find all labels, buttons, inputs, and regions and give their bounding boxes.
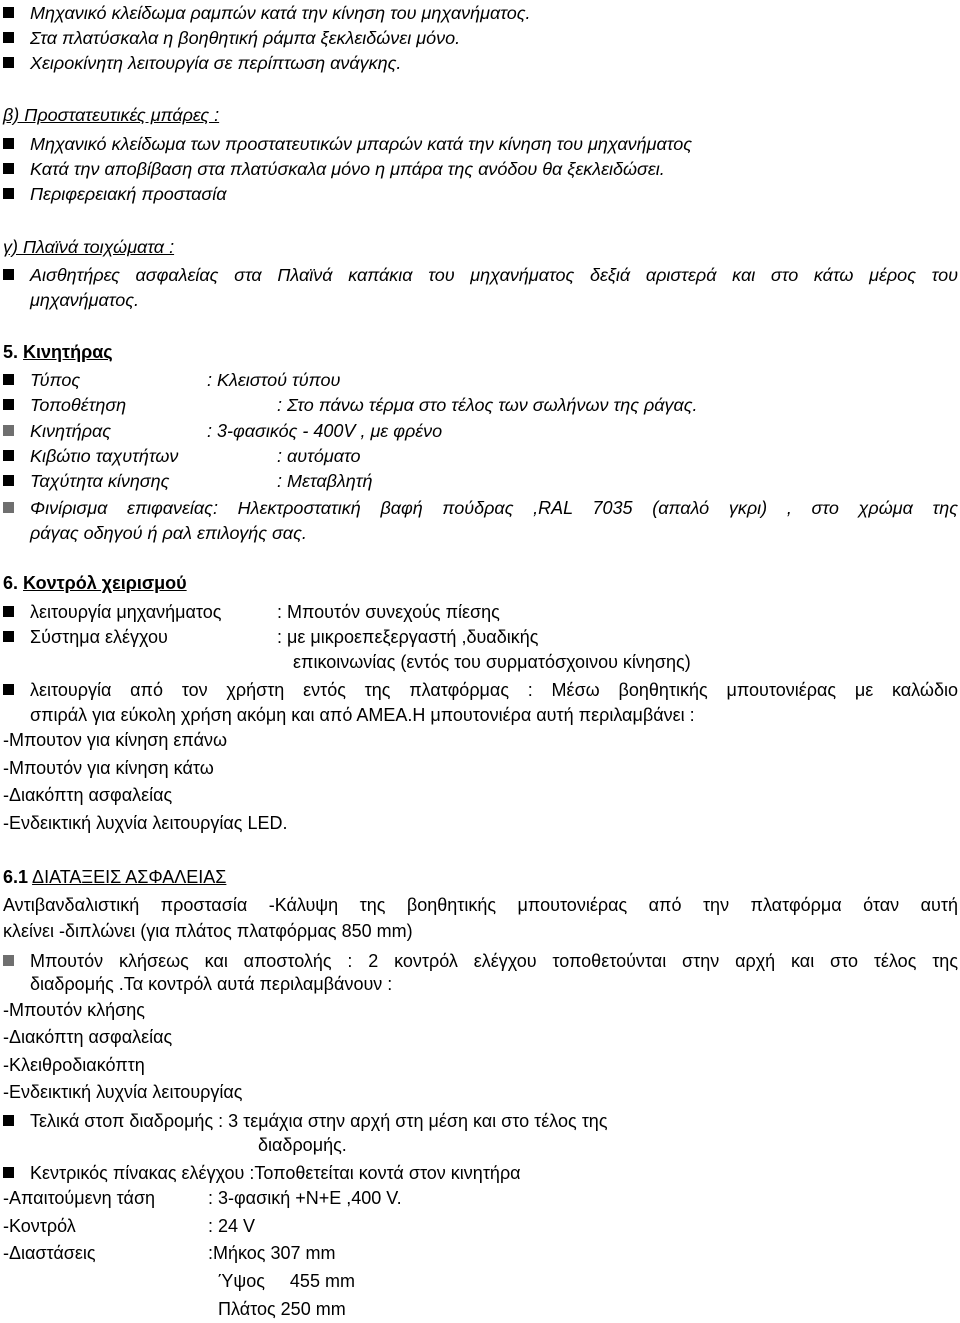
section-b-heading: β) Προστατευτικές μπάρες : bbox=[3, 105, 220, 125]
call-buttons-continuation: διαδρομής .Τα κοντρόλ αυτά περιλαμβάνουν : bbox=[30, 974, 393, 994]
square-bullet-icon bbox=[3, 269, 14, 280]
square-bullet-icon bbox=[3, 1115, 14, 1126]
user-operation-continuation: σπιράλ για εύκολη χρήση ακόμη και από ΑΜΕΑ.Η μπουτονιέρα αυτή περιλαμβάνει : bbox=[30, 705, 695, 725]
square-bullet-icon bbox=[3, 7, 14, 18]
list-item: -Ενδεικτική λυχνία λειτουργίας bbox=[3, 1082, 243, 1102]
square-bullet-icon bbox=[3, 425, 14, 436]
square-bullet-icon bbox=[3, 606, 14, 617]
square-bullet-icon bbox=[3, 32, 14, 43]
control-row-continuation: επικοινωνίας (εντός του συρματόσχοινου κίνησης) bbox=[293, 652, 691, 672]
spec-line: -Κοντρόλ : 24 V bbox=[3, 1216, 256, 1236]
square-bullet-icon bbox=[3, 374, 14, 385]
square-bullet-icon bbox=[3, 1167, 14, 1178]
square-bullet-icon bbox=[3, 450, 14, 461]
finish-continuation: ράγας οδηγού ή ραλ επιλογής σας. bbox=[30, 523, 307, 543]
list-item: -Μπουτον για κίνηση επάνω bbox=[3, 730, 228, 750]
list-item: -Διακόπτη ασφαλείας bbox=[3, 785, 173, 805]
square-bullet-icon bbox=[3, 163, 14, 174]
bullet-continuation: μηχανήματος. bbox=[30, 290, 140, 310]
section-5-heading: 5. Κινητήρας bbox=[3, 342, 113, 362]
section-c-heading: γ) Πλαϊνά τοιχώματα : bbox=[3, 237, 175, 257]
list-item: -Μπουτόν για κίνηση κάτω bbox=[3, 758, 214, 778]
spec-line: -Απαιτούμενη τάση : 3-φασική +N+E ,400 V. bbox=[3, 1188, 402, 1208]
dimension-line: Πλάτος 250 mm bbox=[218, 1299, 346, 1319]
dimension-line: Ύψος 455 mm bbox=[218, 1271, 355, 1291]
list-item: -Μπουτόν κλήσης bbox=[3, 1000, 145, 1020]
square-bullet-icon bbox=[3, 138, 14, 149]
square-bullet-icon bbox=[3, 57, 14, 68]
square-bullet-icon bbox=[3, 399, 14, 410]
square-bullet-icon bbox=[3, 684, 14, 695]
square-bullet-icon bbox=[3, 475, 14, 486]
list-item: -Ενδεικτική λυχνία λειτουργίας LED. bbox=[3, 813, 288, 833]
list-item: -Διακόπτη ασφαλείας bbox=[3, 1027, 173, 1047]
square-bullet-icon bbox=[3, 631, 14, 642]
spec-line: -Διαστάσεις :Μήκος 307 mm bbox=[3, 1243, 336, 1263]
intro-continuation: κλείνει -διπλώνει (για πλάτος πλατφόρμας 850 mm) bbox=[3, 921, 413, 941]
square-bullet-icon bbox=[3, 955, 14, 966]
square-bullet-icon bbox=[3, 188, 14, 199]
square-bullet-icon bbox=[3, 502, 14, 513]
list-item: -Κλειθροδιακόπτη bbox=[3, 1055, 145, 1075]
section-6-heading: 6. Κοντρόλ χειρισμού bbox=[3, 573, 187, 593]
stop-continuation: διαδρομής. bbox=[258, 1135, 347, 1155]
section-61-heading: 6.1 ΔΙΑΤΑΞΕΙΣ ΑΣΦΑΛΕΙΑΣ bbox=[3, 867, 227, 887]
